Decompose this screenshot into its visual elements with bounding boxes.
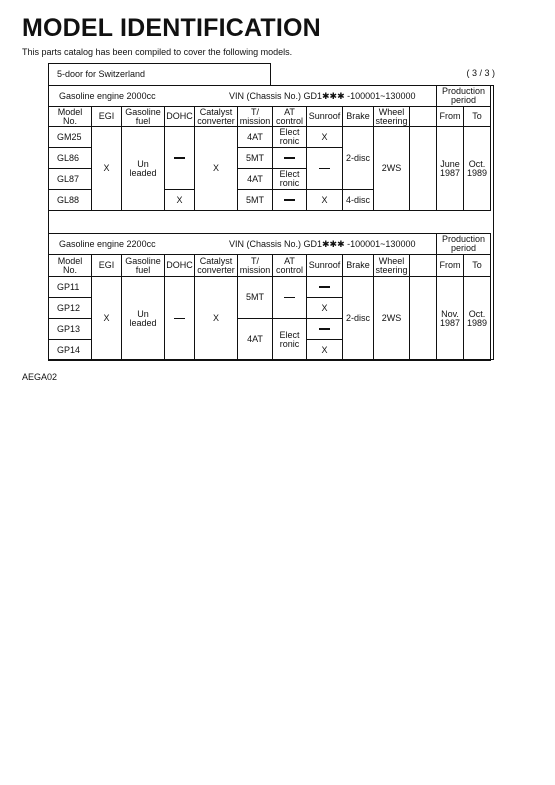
model-cell: GL86 bbox=[49, 148, 92, 169]
catalyst-header: Catalyst converter bbox=[195, 107, 238, 127]
dash-mark bbox=[319, 286, 330, 288]
production-period-header: Production period bbox=[437, 86, 491, 107]
brake-cell: 2-disc bbox=[343, 277, 374, 361]
page-subtitle: This parts catalog has been compiled to cover the following models. bbox=[22, 47, 293, 57]
engine-cell bbox=[49, 234, 437, 255]
model-cell: GL87 bbox=[49, 169, 92, 190]
sunroof-cell bbox=[307, 148, 343, 190]
to-header: To bbox=[464, 107, 491, 127]
model-no-header: Model No. bbox=[49, 107, 92, 127]
at-control-cell bbox=[273, 190, 307, 211]
vin-label: VIN (Chassis No.) GD1✱✱✱ -100001~130000 bbox=[229, 90, 416, 101]
trans-cell: 5MT bbox=[238, 277, 273, 319]
egi-header: EGI bbox=[92, 255, 122, 277]
to-header: To bbox=[464, 255, 491, 277]
section-header-row bbox=[49, 86, 491, 107]
at-control-cell bbox=[273, 148, 307, 169]
to-cell: Oct. 1989 bbox=[464, 127, 491, 211]
page-title: MODEL IDENTIFICATION bbox=[22, 14, 321, 42]
brake-cell: 4-disc bbox=[343, 190, 374, 211]
production-period-header: Production period bbox=[437, 234, 491, 255]
at-control-cell: Elect ronic bbox=[273, 127, 307, 148]
to-cell: Oct. 1989 bbox=[464, 277, 491, 361]
sunroof-header: Sunroof bbox=[307, 255, 343, 277]
trans-cell: 5MT bbox=[238, 190, 273, 211]
dohc-cell bbox=[165, 277, 195, 361]
egi-cell: X bbox=[92, 127, 122, 211]
at-control-cell: Elect ronic bbox=[273, 319, 307, 361]
brake-header: Brake bbox=[343, 107, 374, 127]
from-header: From bbox=[437, 255, 464, 277]
trans-cell: 5MT bbox=[238, 148, 273, 169]
dash-mark bbox=[284, 199, 295, 201]
fuel-cell: Un leaded bbox=[122, 127, 165, 211]
wheel-steering-cell: 2WS bbox=[374, 277, 410, 361]
dash-mark bbox=[284, 297, 295, 299]
blank-cell bbox=[410, 127, 437, 211]
brake-header: Brake bbox=[343, 255, 374, 277]
column-header-row bbox=[49, 255, 491, 277]
from-cell: Nov. 1987 bbox=[437, 277, 464, 361]
trans-cell: 4AT bbox=[238, 127, 273, 148]
transmission-header: T/ mission bbox=[238, 255, 273, 277]
gasoline-fuel-header: Gasoline fuel bbox=[122, 255, 165, 277]
model-cell: GP14 bbox=[49, 340, 92, 361]
dohc-header: DOHC bbox=[165, 107, 195, 127]
model-cell: GP12 bbox=[49, 298, 92, 319]
engine-cell bbox=[49, 86, 437, 107]
variant-label: 5-door for Switzerland bbox=[57, 69, 146, 79]
blank-header bbox=[410, 107, 437, 127]
engine-label: Gasoline engine 2000cc bbox=[59, 90, 156, 101]
sunroof-cell bbox=[307, 277, 343, 298]
fuel-cell: Un leaded bbox=[122, 277, 165, 361]
wheel-steering-cell: 2WS bbox=[374, 127, 410, 211]
sunroof-cell: X bbox=[307, 127, 343, 148]
brake-cell: 2-disc bbox=[343, 127, 374, 190]
table-row bbox=[49, 277, 491, 298]
at-control-cell bbox=[273, 277, 307, 319]
engine-label: Gasoline engine 2200cc bbox=[59, 238, 156, 249]
catalyst-cell: X bbox=[195, 277, 238, 361]
dash-mark bbox=[174, 318, 185, 320]
trans-cell: 4AT bbox=[238, 319, 273, 361]
from-header: From bbox=[437, 107, 464, 127]
column-header-row bbox=[49, 107, 491, 127]
catalyst-header: Catalyst converter bbox=[195, 255, 238, 277]
gasoline-fuel-header: Gasoline fuel bbox=[122, 107, 165, 127]
sunroof-cell: X bbox=[307, 298, 343, 319]
sunroof-cell bbox=[307, 319, 343, 340]
wheel-steering-header: Wheel steering bbox=[375, 255, 408, 275]
at-control-header: AT control bbox=[273, 255, 307, 277]
sunroof-cell: X bbox=[307, 340, 343, 361]
at-control-cell: Elect ronic bbox=[273, 169, 307, 190]
table-row bbox=[49, 127, 491, 148]
model-cell: GM25 bbox=[49, 127, 92, 148]
egi-cell: X bbox=[92, 277, 122, 361]
transmission-header: T/ mission bbox=[238, 107, 273, 127]
footer-code: AEGA02 bbox=[22, 372, 58, 382]
dash-mark bbox=[319, 168, 330, 170]
wheel-steering-header: Wheel steering bbox=[375, 106, 408, 126]
dohc-header: DOHC bbox=[165, 255, 195, 277]
model-no-header: Model No. bbox=[49, 255, 92, 277]
blank-cell bbox=[410, 277, 437, 361]
dash-mark bbox=[174, 157, 185, 159]
section-header-row bbox=[49, 234, 491, 255]
sunroof-cell: X bbox=[307, 190, 343, 211]
vin-label: VIN (Chassis No.) GD1✱✱✱ -100001~130000 bbox=[229, 238, 416, 249]
spec-table-2000cc bbox=[48, 85, 491, 211]
catalyst-cell: X bbox=[195, 127, 238, 211]
dash-mark bbox=[284, 157, 295, 159]
page-number: ( 3 / 3 ) bbox=[466, 68, 495, 78]
spec-table-2200cc bbox=[48, 233, 491, 361]
dohc-cell: X bbox=[165, 190, 195, 211]
trans-cell: 4AT bbox=[238, 169, 273, 190]
from-cell: June 1987 bbox=[437, 127, 464, 211]
blank-header bbox=[410, 255, 437, 277]
model-cell: GP11 bbox=[49, 277, 92, 298]
variant-box bbox=[48, 63, 271, 85]
model-cell: GL88 bbox=[49, 190, 92, 211]
sunroof-header: Sunroof bbox=[307, 107, 343, 127]
model-cell: GP13 bbox=[49, 319, 92, 340]
dohc-cell bbox=[165, 127, 195, 190]
at-control-header: AT control bbox=[273, 107, 307, 127]
dash-mark bbox=[319, 328, 330, 330]
egi-header: EGI bbox=[92, 107, 122, 127]
